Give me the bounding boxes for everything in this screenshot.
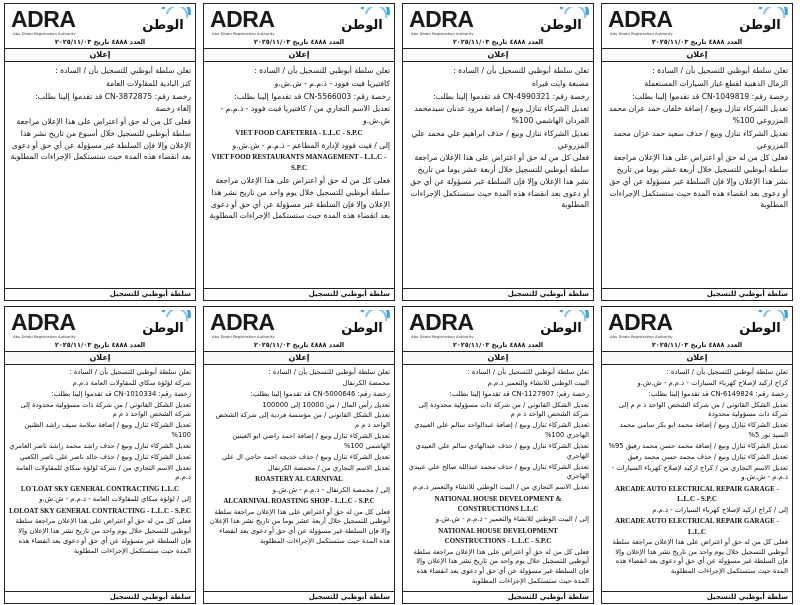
notice-header xyxy=(403,307,593,352)
company-name: شركة لؤلؤة سكاي للمقاولات العامة ذ.م.م xyxy=(72,378,191,387)
adra-logo: ADRA xyxy=(608,6,673,32)
change-item: إلى / لؤلؤة سكاي للمقاولات العامة - ذ.م.م - ش.ش.و xyxy=(39,495,191,504)
change-item: إلى / البيت الوطني للانشاء والتعمير - ذ.م.م - ش.ش.و xyxy=(435,515,589,524)
change-item: تعديل رأس المال / من 10000 إلى 100000 xyxy=(262,400,390,409)
change-item: تعديل الشركاء تنازل وبيع / إضافة مرود عدنان سيدمحمد الفردان الهاشمي 100% xyxy=(414,104,589,126)
newspaper-name: الوطن xyxy=(142,18,184,33)
alwatan-logo xyxy=(531,310,589,336)
notice-card xyxy=(4,3,196,301)
issue-line: العدد ٤٨٨٨ تاريخ ٢٠٢٥/١١/٠٣ xyxy=(651,38,743,46)
objection-notice: فعلى كل من له حق أو اعتراض على هذا الإعلان مراجعة سلطة أبوظبي للتسجيل خلال يوم واحد من تاريخ نشر هذا الإعلان وإلا فإن السلطة غير مسؤولة عن أي حق أو دعوى بعد انقضاء هذه المدة حيث ستستكمل الإجراءات المطلوبة xyxy=(209,176,390,221)
alwatan-logo xyxy=(730,310,788,336)
change-item: إلى / محمصة الكرنفال - ذ.م.م - ش.ش.و xyxy=(272,485,390,494)
notice-title: إعلان xyxy=(5,352,195,365)
notice-intro: تعلن سلطة أبوظبي للتسجيل بأن / السادة : xyxy=(268,368,390,376)
adra-subtitle: Abu Dhabi Registration Authority xyxy=(212,334,275,339)
notice-footer: سلطة أبوظبي للتسجيل xyxy=(403,591,593,603)
company-name: كنز البادية للمقاولات العامة xyxy=(106,78,191,88)
notice-intro: تعلن سلطة أبوظبي للتسجيل بأن / السادة : xyxy=(254,66,390,75)
license-line: رخصة رقم: CN-1127907 قد تقدموا إلينا بطلب: xyxy=(449,389,589,398)
notice-footer: سلطة أبوظبي للتسجيل xyxy=(204,591,394,603)
notice-intro: تعلن سلطة أبوظبي للتسجيل بأن / السادة : xyxy=(55,66,191,75)
change-item: تعديل الشركاء تنازل وبيع / إضافة عبدالواحد سالم علي العبيدي الهاجري 100% xyxy=(414,421,589,440)
notice-title: إعلان xyxy=(602,49,792,62)
issue-line: العدد ٤٨٨٨ تاريخ ٢٠٢٥/١١/٠٣ xyxy=(452,38,544,46)
english-name: LOLOAT SKY GENERAL CONTRACTING - L.L.C - S.P.C xyxy=(9,507,191,516)
newspaper-name: الوطن xyxy=(739,321,781,336)
change-item: تعديل الشكل القانوني / من شركة ذات مسؤولية محدودة إلى شركة الشخص الواحد ذ م م xyxy=(418,400,589,419)
adra-logo: ADRA xyxy=(409,309,474,335)
license-line: رخصة رقم: CN-6149824 قد تقدموا إلينا بطلب: xyxy=(648,389,788,398)
english-name: ARCADE AUTO ELECTRICAL REPAIR GARAGE - L.L.C xyxy=(615,517,779,536)
adra-subtitle: Abu Dhabi Registration Authority xyxy=(13,334,76,339)
change-item: إلغاء رخصة xyxy=(155,104,191,114)
notice-header xyxy=(602,4,792,49)
english-name: ROASTERY AL CARNIVAL xyxy=(255,475,343,484)
newspaper-name: الوطن xyxy=(540,18,582,33)
objection-notice: فعلى كل من له حق أو اعتراض على هذا الإعلان مراجعة سلطة أبوظبي للتسجيل خلال يوم واحد من تاريخ نشر هذا الإعلان وإلا فإن السلطة غير مسؤولة عن أي حق أو دعوى بعد انقضاء هذه المدة حيث ستستكمل الإجراءات المطلوبة xyxy=(612,537,788,576)
change-item: تعديل الشكل القانوني / من مؤسسة فردية إلى شركة الشخص الواحد ذ م م xyxy=(215,411,390,430)
change-item: تعديل الاسم التجاري من / البيت الوطني للانشاء والتعمير ذ.م.م xyxy=(412,483,589,492)
notice-intro: تعلن سلطة أبوظبي للتسجيل بأن / السادة : xyxy=(666,368,788,376)
alwatan-logo xyxy=(531,7,589,33)
notice-card xyxy=(4,306,196,604)
newspaper-name: الوطن xyxy=(739,18,781,33)
adra-subtitle: Abu Dhabi Registration Authority xyxy=(13,31,76,36)
adra-logo: ADRA xyxy=(11,6,76,32)
objection-notice: فعلى كل من له حق أو اعتراض على هذا الإعلان مراجعة سلطة أبوظبي للتسجيل خلال يوم واحد من تاريخ نشر هذا الإعلان وإلا فإن السلطة غير مسؤولة عن أي حق أو دعوى بعد انقضاء هذه المدة حيث ستستكمل الإجراءات المطلوبة xyxy=(15,517,191,555)
change-item: تعديل الشركاء تنازل وبيع / حذف ابراهيم علي محمد علي المزروعي xyxy=(411,128,589,150)
adra-subtitle: Abu Dhabi Registration Authority xyxy=(212,31,275,36)
issue-line: العدد ٤٨٨٨ تاريخ ٢٠٢٥/١١/٠٣ xyxy=(253,341,345,349)
alwatan-logo xyxy=(730,7,788,33)
english-name: LO`LOAT SKY GENERAL CONTRACTING L.L.C xyxy=(20,485,180,494)
notice-body xyxy=(204,365,394,547)
newspaper-name: الوطن xyxy=(540,321,582,336)
company-name: كراج اركيد لإصلاح كهرباء السيارات - ذ.م.م - ش.ش.و xyxy=(637,378,788,387)
change-item: تعديل الاسم التجاري من / شركة لؤلؤة سكاي للمقاولات العامة ذ.م.م xyxy=(15,463,191,482)
notice-body xyxy=(602,62,792,211)
change-item: تعديل الشركاء تنازل وبيع / حذف محمد حسن محمد رفيق xyxy=(627,452,788,461)
notice-intro: تعلن سلطة أبوظبي للتسجيل بأن / السادة : xyxy=(652,66,788,75)
adra-subtitle: Abu Dhabi Registration Authority xyxy=(610,31,673,36)
notice-footer: سلطة أبوظبي للتسجيل xyxy=(5,288,195,300)
alwatan-logo xyxy=(332,310,390,336)
issue-line: العدد ٤٨٨٨ تاريخ ٢٠٢٥/١١/٠٣ xyxy=(651,341,743,349)
notice-title: إعلان xyxy=(204,49,394,62)
change-item: تعديل الشركاء تنازل وبيع / حذف سعيد حمد عزان محمد المزروعي xyxy=(613,128,788,150)
notice-footer: سلطة أبوظبي للتسجيل xyxy=(204,288,394,300)
change-item: تعديل الشكل القانوني / من شركة ذات مسؤولية محدودة إلى شركة الشخص الواحد ذ م م xyxy=(20,400,191,419)
newspaper-name: الوطن xyxy=(341,321,383,336)
english-name: ALCARNIVAL ROASTING SHOP - L.L.C - S.P.C xyxy=(223,497,375,506)
english-name: ARCADE AUTO ELECTRICAL REPAIR GARAGE - L.L.C - S.P.C xyxy=(615,485,779,504)
notice-body xyxy=(204,62,394,222)
issue-line: العدد ٤٨٨٨ تاريخ ٢٠٢٥/١١/٠٣ xyxy=(452,341,544,349)
notice-header xyxy=(403,4,593,49)
notice-title: إعلان xyxy=(602,352,792,365)
license-line: رخصة رقم: CN-5566003 قد تقدموا إلينا بطلب: xyxy=(234,91,390,101)
english-name: NATIONAL HOUSE DEVELOPMENT & CONSTRUCTIONS L.L.C xyxy=(434,495,562,514)
issue-line: العدد ٤٨٨٨ تاريخ ٢٠٢٥/١١/٠٣ xyxy=(54,38,146,46)
adra-logo: ADRA xyxy=(11,309,76,335)
objection-notice: فعلى كل من له حق أو اعتراض على هذا الإعلان مراجعة سلطة أبوظبي للتسجيل خلال أربعة عشر يوما من تاريخ نشر هذا الإعلان وإلا فإن السلطة غير مسؤولة عن أي حق أو دعوى بعد انقضاء هذه المدة حيث ستستكمل الإجراءات المطلوبة xyxy=(609,153,788,210)
company-name: الرمال الذهبية لقطع غيار السيارات المستعملة xyxy=(644,78,788,88)
notice-body xyxy=(5,62,195,163)
adra-logo: ADRA xyxy=(210,309,275,335)
english-name: VIET FOOD CAFETERIA - L.L.C - S.P.C xyxy=(235,128,363,137)
notice-header xyxy=(5,307,195,352)
objection-notice: فعلى كل من له حق أو اعتراض على هذا الإعلان مراجعة سلطة أبوظبي للتسجيل خلال يوم واحد من تاريخ نشر هذا الإعلان وإلا فإن السلطة غير مسؤولة عن أي حق أو دعوى بعد انقضاء هذه المدة حيث ستستكمل الإجراءات المطلوبة xyxy=(413,547,589,586)
change-item: تعديل الاسم التجاري من / محمصة الكرنفال xyxy=(267,463,390,472)
english-name: NATIONAL HOUSE DEVELOPMENT CONSTRUCTIONS - L.L.C - S.P.C xyxy=(438,527,558,546)
change-item: تعديل الشكل القانوني / من شركة الشخص الواحد ذ م م إلى شركة ذات مسؤولية محدودة xyxy=(618,400,788,419)
adra-logo: ADRA xyxy=(210,6,275,32)
company-name: محمصة الكرنفال xyxy=(342,378,390,387)
change-item: تعديل الشركاء تنازل وبيع / حذف خديجه احمد حاجي ال علي xyxy=(221,452,390,461)
adra-subtitle: Abu Dhabi Registration Authority xyxy=(610,334,673,339)
adra-logo: ADRA xyxy=(608,309,673,335)
adra-subtitle: Abu Dhabi Registration Authority xyxy=(411,334,474,339)
issue-line: العدد ٤٨٨٨ تاريخ ٢٠٢٥/١١/٠٣ xyxy=(54,341,146,349)
change-item: إلى / كراج اركيد لإصلاح كهرباء السيارات - ذ.م.م xyxy=(652,505,788,514)
newspaper-name: الوطن xyxy=(341,18,383,33)
notice-intro: تعلن سلطة أبوظبي للتسجيل بأن / السادة : xyxy=(69,368,191,376)
notice-title: إعلان xyxy=(204,352,394,365)
english-name: VIET FOOD RESTAURANTS MANAGEMENT - L.L.C - S.P.C xyxy=(211,153,387,173)
change-item: تعديل الاسم التجاري من / كافتيريا فيت فوود - ذ.م.م - ش.ش.و xyxy=(220,104,390,126)
change-item: تعديل الشركاء تنازل وبيع / حذف راشد محمد راشد ناصر العامري xyxy=(9,441,191,450)
change-item: تعديل الاسم التجاري من / كراج اركيد لإصلاح كهرباء السيارات - ذ.م.م - ش.ش.و xyxy=(611,463,788,482)
notice-header xyxy=(204,307,394,352)
change-item: تعديل الشركاء تنازل وبيع / إضافة سلامة سيف راشد الظنين 100% xyxy=(24,421,191,440)
newspaper-name: الوطن xyxy=(142,321,184,336)
alwatan-logo xyxy=(133,310,191,336)
notice-header xyxy=(5,4,195,49)
notice-footer: سلطة أبوظبي للتسجيل xyxy=(602,591,792,603)
notice-footer: سلطة أبوظبي للتسجيل xyxy=(5,591,195,603)
company-name: البيت الوطني للانشاء والتعمير ذ.م.م xyxy=(487,378,589,387)
adra-logo: ADRA xyxy=(409,6,474,32)
notice-intro: تعلن سلطة أبوظبي للتسجيل بأن / السادة : xyxy=(453,66,589,75)
change-item: تعديل الشركاء تنازل وبيع / حذف محمد عبدالله صالح علي عبيدي الهاجري xyxy=(408,462,589,481)
change-item: تعديل الشركاء تنازل وبيع / حذف عبدالهادي سالم علي العبيدي الهاجري xyxy=(415,441,589,460)
notice-body xyxy=(403,365,593,587)
notice-title: إعلان xyxy=(403,49,593,62)
notice-body xyxy=(403,62,593,211)
notice-card xyxy=(601,3,793,301)
issue-line: العدد ٤٨٨٨ تاريخ ٢٠٢٥/١١/٠٣ xyxy=(253,38,345,46)
license-line: رخصة رقم: CN-3872875 قد تقدموا إلينا بطلب: xyxy=(35,91,191,101)
notice-card xyxy=(203,306,395,604)
notice-card xyxy=(601,306,793,604)
change-item: إلى / فيت فوود لإدارة المطاعم - ذ.م.م - ش.ش.و xyxy=(232,140,390,150)
license-line: رخصة رقم: CN-5000646 قد تقدموا إلينا بطلب: xyxy=(250,389,390,398)
notice-footer: سلطة أبوظبي للتسجيل xyxy=(403,288,593,300)
notice-card xyxy=(203,3,395,301)
license-line: رخصة رقم: CN-1049819 قد تقدموا إلينا بطلب: xyxy=(632,91,788,101)
change-item: تعديل الشركاء تنازل وبيع / إضافة محمد حسن محمد رفيق 95% xyxy=(608,441,788,450)
objection-notice: فعلى كل من له حق أو اعتراض على هذا الإعلان مراجعة سلطة أبوظبي للتسجيل خلال أربعة عشر يوما من تاريخ نشر هذا الإعلان وإلا فإن السلطة غير مسؤولة عن أي حق أو دعوى بعد انقضاء هذه المدة حيث ستستكمل الإجراءات المطلوبة xyxy=(209,507,390,546)
objection-notice: فعلى كل من له حق أو اعتراض على هذا الإعلان مراجعة سلطة أبوظبي للتسجيل خلال أسبوع من تاريخ نشر هذا الإعلان وإلا فإن السلطة غير مسؤولة عن أي حق أو دعوى بعد انقضاء هذه المدة حيث ستستكمل الإجراءات المطلوبة xyxy=(10,117,191,162)
alwatan-logo xyxy=(133,7,191,33)
notice-title: إعلان xyxy=(403,352,593,365)
notice-body xyxy=(5,365,195,557)
notice-header xyxy=(204,4,394,49)
notice-body xyxy=(602,365,792,577)
change-item: تعديل الشركاء تنازل وبيع / إضافة احمد راضي ابو العينين الهاشمي 100% xyxy=(232,432,390,450)
license-line: رخصة رقم: CN-1010334 قد تقدموا إلينا بطلب: xyxy=(51,389,191,398)
notice-intro: تعلن سلطة أبوظبي للتسجيل بأن / السادة : xyxy=(467,368,589,376)
change-item: تعديل الشركاء تنازل وبيع / إضافة محمد ابو بكر سامي محمد السيد نور 5% xyxy=(619,421,788,440)
change-item: تعديل الشركاء تنازل وبيع / إضافة خلفان حمد عزان محمد المزروعي 100% xyxy=(608,104,788,126)
notice-card xyxy=(402,3,594,301)
objection-notice: فعلى كل من له حق أو اعتراض على هذا الإعلان مراجعة سلطة أبوظبي للتسجيل خلال أربعة عشر يوما من تاريخ نشر هذا الإعلان وإلا فإن السلطة غير مسؤولة عن أي حق أو دعوى بعد انقضاء هذه المدة حيث ستستكمل الإجراءات المطلوبة xyxy=(410,153,589,210)
company-name: مصبغة وايت فيراه xyxy=(531,78,589,88)
notice-title: إعلان xyxy=(5,49,195,62)
change-item: تعديل الشركاء تنازل وبيع / حذف خالد ناصر علي ناصر الكعبي xyxy=(19,452,191,461)
notice-header xyxy=(602,307,792,352)
license-line: رخصة رقم: CN-4990321 قد تقدموا إلينا بطلب: xyxy=(433,91,589,101)
adra-subtitle: Abu Dhabi Registration Authority xyxy=(411,31,474,36)
company-name: كافتيريا فيت فوود - ذ.م.م - ش.ش.و xyxy=(274,78,390,88)
notice-card xyxy=(402,306,594,604)
notice-footer: سلطة أبوظبي للتسجيل xyxy=(602,288,792,300)
alwatan-logo xyxy=(332,7,390,33)
